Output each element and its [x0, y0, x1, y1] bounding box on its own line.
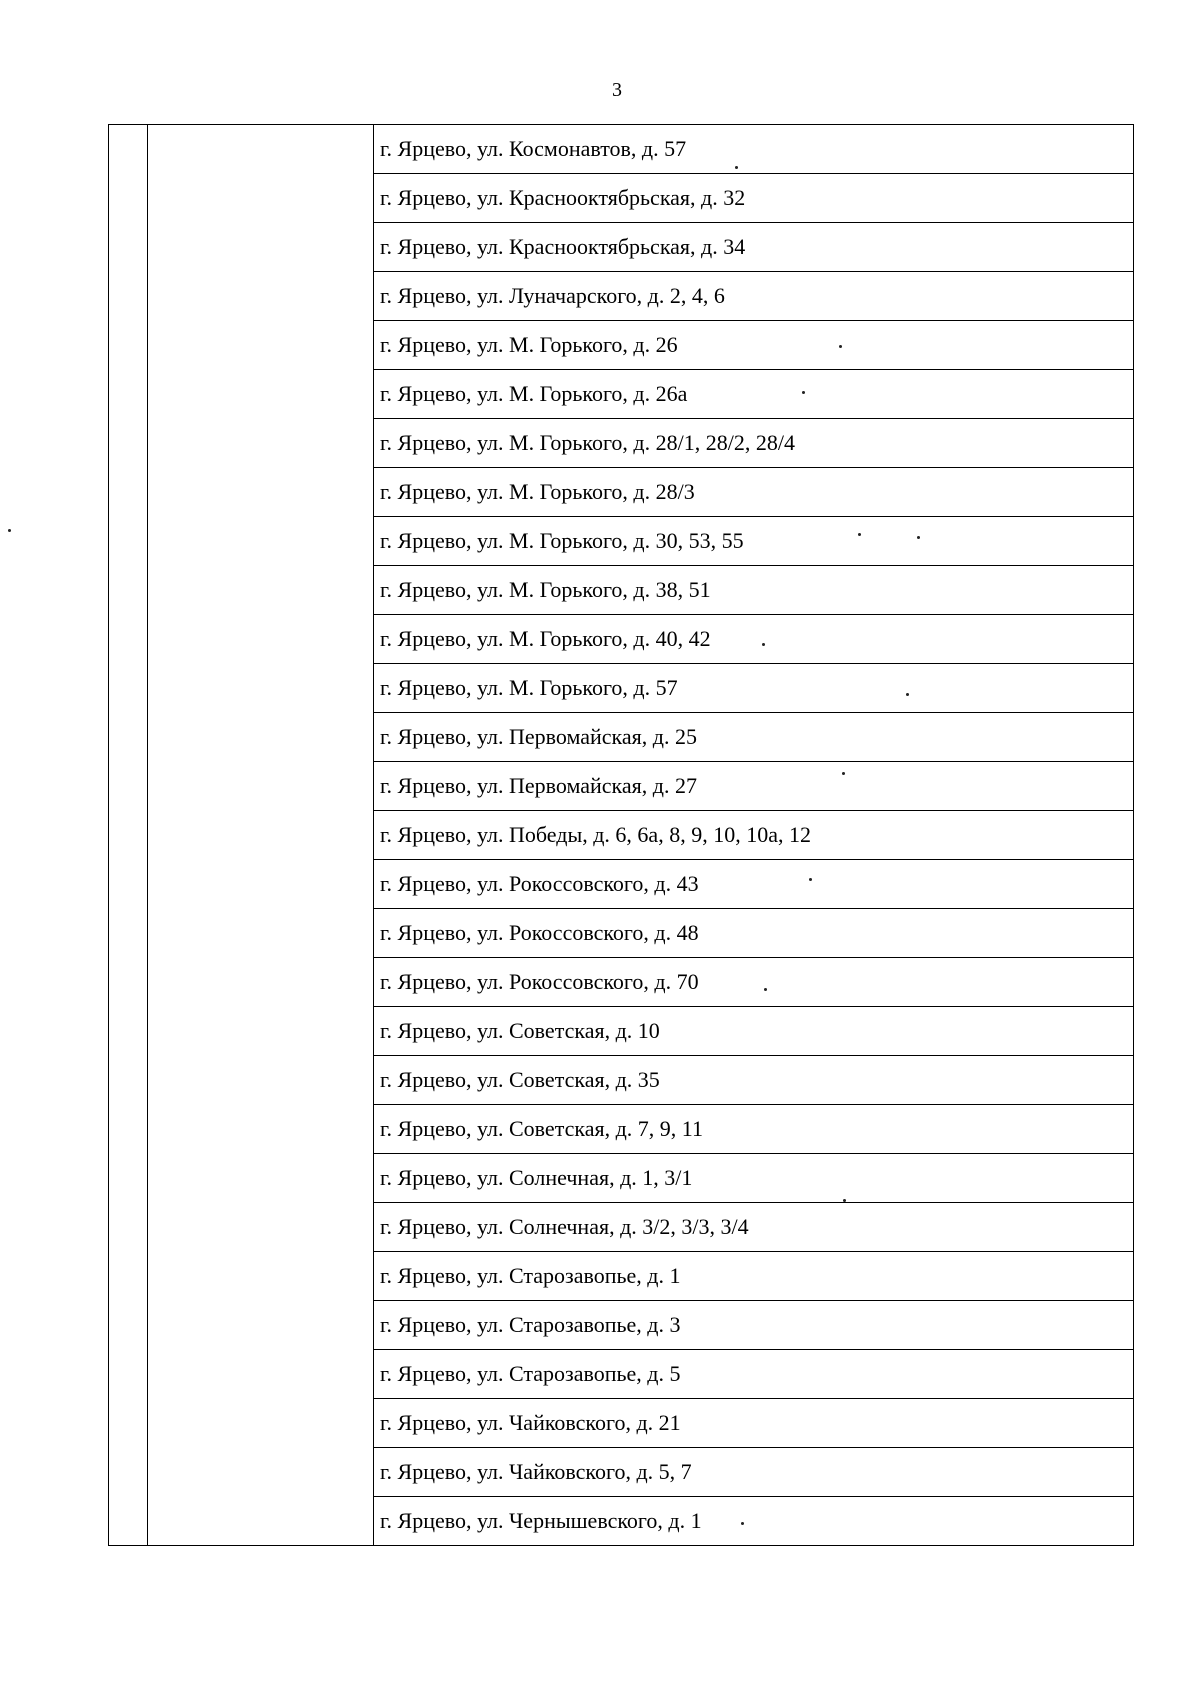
- address-cell: г. Ярцево, ул. М. Горького, д. 28/3: [374, 468, 1134, 517]
- address-cell: г. Ярцево, ул. М. Горького, д. 38, 51: [374, 566, 1134, 615]
- address-cell: г. Ярцево, ул. Космонавтов, д. 57: [374, 125, 1134, 174]
- first-column-cell: [109, 125, 148, 1546]
- address-cell: г. Ярцево, ул. Чернышевского, д. 1: [374, 1497, 1134, 1546]
- address-cell: г. Ярцево, ул. Советская, д. 35: [374, 1056, 1134, 1105]
- address-cell: г. Ярцево, ул. Рокоссовского, д. 43: [374, 860, 1134, 909]
- address-cell: г. Ярцево, ул. Первомайская, д. 25: [374, 713, 1134, 762]
- address-cell: г. Ярцево, ул. Солнечная, д. 1, 3/1: [374, 1154, 1134, 1203]
- page-number: 3: [612, 79, 622, 101]
- address-cell: г. Ярцево, ул. Краснооктябрьская, д. 34: [374, 223, 1134, 272]
- address-cell: г. Ярцево, ул. Солнечная, д. 3/2, 3/3, 3/4: [374, 1203, 1134, 1252]
- address-cell: г. Ярцево, ул. Старозавопье, д. 5: [374, 1350, 1134, 1399]
- address-cell: г. Ярцево, ул. Первомайская, д. 27: [374, 762, 1134, 811]
- address-cell: г. Ярцево, ул. Краснооктябрьская, д. 32: [374, 174, 1134, 223]
- address-cell: г. Ярцево, ул. М. Горького, д. 40, 42: [374, 615, 1134, 664]
- address-cell: г. Ярцево, ул. М. Горького, д. 57: [374, 664, 1134, 713]
- address-table-body: [109, 125, 1134, 1546]
- address-cell: г. Ярцево, ул. Рокоссовского, д. 70: [374, 958, 1134, 1007]
- address-cell: г. Ярцево, ул. Советская, д. 7, 9, 11: [374, 1105, 1134, 1154]
- address-cell: г. Ярцево, ул. Советская, д. 10: [374, 1007, 1134, 1056]
- address-cell: г. Ярцево, ул. М. Горького, д. 28/1, 28/2, 28/4: [374, 419, 1134, 468]
- address-cell: г. Ярцево, ул. Рокоссовского, д. 48: [374, 909, 1134, 958]
- address-cell: г. Ярцево, ул. Чайковского, д. 21: [374, 1399, 1134, 1448]
- table-row: [109, 125, 1134, 174]
- address-cell: г. Ярцево, ул. Победы, д. 6, 6а, 8, 9, 10, 10а, 12: [374, 811, 1134, 860]
- address-cell: г. Ярцево, ул. Старозавопье, д. 1: [374, 1252, 1134, 1301]
- address-table: [108, 124, 1134, 1546]
- address-cell: г. Ярцево, ул. Чайковского, д. 5, 7: [374, 1448, 1134, 1497]
- address-cell: г. Ярцево, ул. М. Горького, д. 30, 53, 55: [374, 517, 1134, 566]
- address-cell: г. Ярцево, ул. Луначарского, д. 2, 4, 6: [374, 272, 1134, 321]
- address-cell: г. Ярцево, ул. Старозавопье, д. 3: [374, 1301, 1134, 1350]
- address-cell: г. Ярцево, ул. М. Горького, д. 26: [374, 321, 1134, 370]
- second-column-cell: [148, 125, 374, 1546]
- address-cell: г. Ярцево, ул. М. Горького, д. 26а: [374, 370, 1134, 419]
